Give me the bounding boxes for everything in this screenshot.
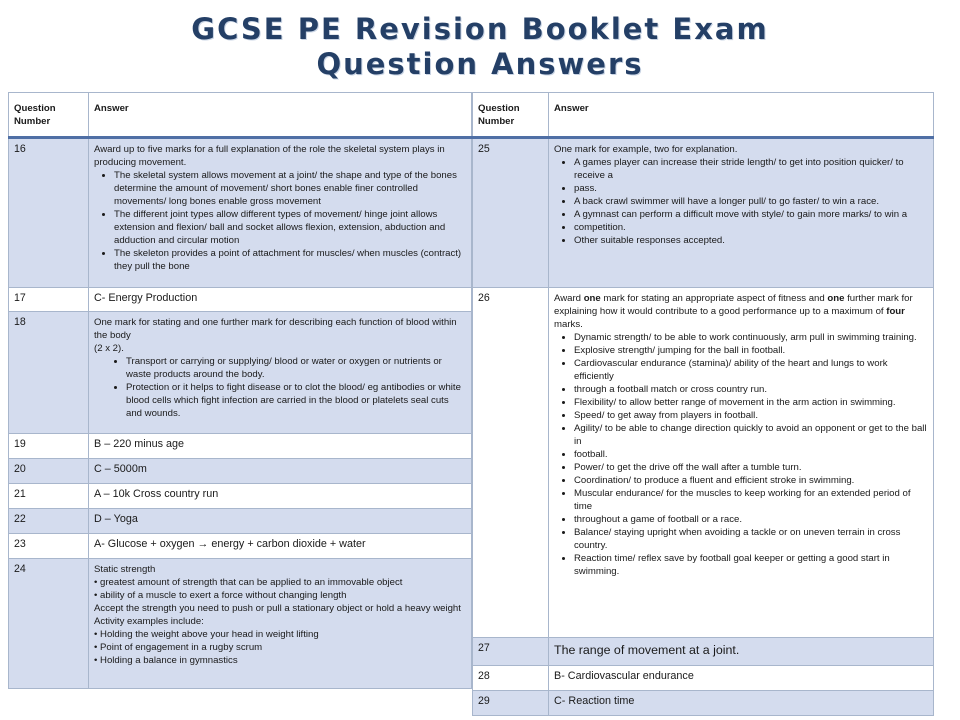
list-item: • Reaction time/ reflex save by football goal keeper or getting a good start in swimming. <box>574 552 928 578</box>
list-item: • Transport or carrying or supplying/ blood or water or oxygen or nutrients or waste products around the body. <box>126 355 466 381</box>
title-line-1: GCSE PE Revision Booklet Exam <box>191 12 769 46</box>
list-item: • Dynamic strength/ to be able to work continuously, arm pull in swimming training. <box>574 331 928 344</box>
question-number: 24 <box>9 559 89 689</box>
answer-bullets <box>554 156 928 247</box>
table-row <box>473 638 934 666</box>
question-number: 17 <box>9 288 89 312</box>
answer-cell <box>89 312 472 434</box>
table-row <box>9 288 472 312</box>
answer-line: • Point of engagement in a rugby scrum <box>94 642 263 653</box>
list-item: • Speed/ to get away from players in football. <box>574 409 928 422</box>
list-item: • through a football match or cross country run. <box>574 383 928 396</box>
header-question-number: Question Number <box>473 93 549 138</box>
header-question-number: Question Number <box>9 93 89 138</box>
table-row <box>9 459 472 484</box>
title-line-2: Question Answers <box>316 47 644 81</box>
answer-intro: Award one mark for stating an appropriate aspect of fitness and one further mark for explaining how it would contribute to a good performance up to a maximum of four marks. <box>554 293 913 330</box>
list-item: • Agility/ to be able to change direction quickly to avoid an opponent or get to the ball in <box>574 422 928 448</box>
answer-line: Static strength <box>94 564 156 575</box>
list-item: • The different joint types allow different types of movement/ hinge joint allows extension and flexion/ ball and socket allows flexion, extension, abduction and adduction and circular motion <box>114 208 466 247</box>
answer-cell <box>549 138 934 288</box>
list-item: • Other suitable responses accepted. <box>574 234 928 247</box>
left-answer-table <box>8 92 472 689</box>
question-number: 29 <box>473 691 549 716</box>
question-number: 23 <box>9 534 89 559</box>
answer-cell: C- Reaction time <box>549 691 934 716</box>
answer-cell: The range of movement at a joint. <box>549 638 934 666</box>
answer-intro: One mark for stating and one further mark for describing each function of blood within the body <box>94 317 457 341</box>
list-item: • Cardiovascular endurance (stamina)/ ability of the heart and lungs to work efficiently <box>574 357 928 383</box>
question-number: 22 <box>9 509 89 534</box>
header-answer: Answer <box>549 93 934 138</box>
list-item: • A gymnast can perform a difficult move with style/ to gain more marks/ to win a <box>574 208 928 221</box>
answer-cell: A – 10k Cross country run <box>89 484 472 509</box>
list-item: • Balance/ staying upright when avoiding a tackle or on uneven terrain in cross country. <box>574 526 928 552</box>
question-number: 21 <box>9 484 89 509</box>
answer-cell: B – 220 minus age <box>89 434 472 459</box>
answer-cell: B- Cardiovascular endurance <box>549 666 934 691</box>
list-item: • The skeleton provides a point of attachment for muscles/ when muscles (contract) they pull the bone <box>114 247 466 273</box>
table-header-row <box>473 93 934 138</box>
list-item: • pass. <box>574 182 928 195</box>
list-item: • football. <box>574 448 928 461</box>
answer-line: Accept the strength you need to push or pull a stationary object or hold a heavy weight <box>94 603 461 614</box>
question-number: 26 <box>473 288 549 638</box>
list-item: • competition. <box>574 221 928 234</box>
list-item: • Muscular endurance/ for the muscles to keep working for an extended period of time <box>574 487 928 513</box>
list-item: • throughout a game of football or a race. <box>574 513 928 526</box>
table-header-row <box>9 93 472 138</box>
answer-cell: C – 5000m <box>89 459 472 484</box>
list-item: • Coordination/ to produce a fluent and efficient stroke in swimming. <box>574 474 928 487</box>
list-item: • Protection or it helps to fight disease or to clot the blood/ eg antibodies or white blood cells which fight infection are carried in the blood or platelets seal cuts and wounds. <box>126 381 466 420</box>
table-row <box>9 138 472 288</box>
answer-intro-2: (2 x 2). <box>94 343 124 354</box>
list-item: • Explosive strength/ jumping for the ball in football. <box>574 344 928 357</box>
table-row <box>9 559 472 689</box>
question-number: 19 <box>9 434 89 459</box>
table-row <box>473 138 934 288</box>
answer-line: • ability of a muscle to exert a force without changing length <box>94 590 347 601</box>
answer-cell <box>549 288 934 638</box>
answer-cell: C- Energy Production <box>89 288 472 312</box>
list-item: • A back crawl swimmer will have a longer pull/ to go faster/ to win a race. <box>574 195 928 208</box>
answer-intro: Award up to five marks for a full explanation of the role the skeletal system plays in producing movement. <box>94 144 445 168</box>
header-answer: Answer <box>89 93 472 138</box>
answer-cell: A- Glucose + oxygen → energy + carbon dioxide + water <box>89 534 472 559</box>
answer-cell <box>89 138 472 288</box>
list-item: • Flexibility/ to allow better range of movement in the arm action in swimming. <box>574 396 928 409</box>
answer-intro: One mark for example, two for explanation. <box>554 144 738 155</box>
table-row <box>9 434 472 459</box>
answer-line: Activity examples include: <box>94 616 204 627</box>
question-number: 27 <box>473 638 549 666</box>
answer-bullets <box>94 169 466 273</box>
answer-line: • Holding a balance in gymnastics <box>94 655 238 666</box>
list-item: • Power/ to get the drive off the wall after a tumble turn. <box>574 461 928 474</box>
page-title <box>0 12 960 82</box>
question-number: 18 <box>9 312 89 434</box>
answer-line: • Holding the weight above your head in weight lifting <box>94 629 319 640</box>
question-number: 25 <box>473 138 549 288</box>
list-item: • A games player can increase their stride length/ to get into position quicker/ to receive a <box>574 156 928 182</box>
question-number: 28 <box>473 666 549 691</box>
right-answer-table <box>472 92 934 716</box>
table-row <box>9 484 472 509</box>
table-row <box>473 666 934 691</box>
table-row <box>473 288 934 638</box>
question-number: 16 <box>9 138 89 288</box>
answer-line: • greatest amount of strength that can be applied to an immovable object <box>94 577 403 588</box>
answer-cell: D – Yoga <box>89 509 472 534</box>
table-row <box>9 534 472 559</box>
question-number: 20 <box>9 459 89 484</box>
table-row <box>9 509 472 534</box>
answer-cell <box>89 559 472 689</box>
answer-bullets <box>554 331 928 578</box>
answer-bullets <box>94 355 466 420</box>
table-row <box>9 312 472 434</box>
table-row <box>473 691 934 716</box>
list-item: • The skeletal system allows movement at a joint/ the shape and type of the bones determine the amount of movement/ short bones enable finer controlled movements/ long bones enable gross movement <box>114 169 466 208</box>
